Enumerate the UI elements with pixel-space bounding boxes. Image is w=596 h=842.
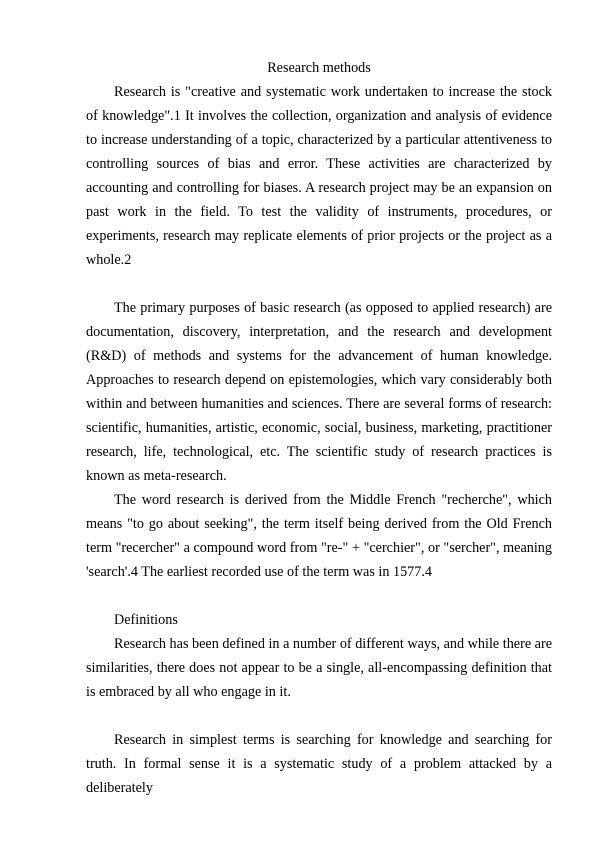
document-page bbox=[86, 56, 552, 800]
document-title: Research methods bbox=[267, 60, 371, 76]
section-heading-definitions: Definitions bbox=[114, 612, 178, 628]
paragraph-primary-purposes: The primary purposes of basic research (as opposed to applied research) are documentation, discovery, interpretation, and the research and development (R&D) of methods and systems for the advancement of human knowledge. Approaches to research depend on epistemologies, which vary considerably both within and between humanities and sciences. There are several forms of research: scientific, humanities, artistic, economic, social, business, marketing, practitioner research, life, technological, etc. The scientific study of research practices is known as meta-research. bbox=[86, 300, 552, 484]
paragraph-research-definition: Research is "creative and systematic work undertaken to increase the stock of knowledge".1 It involves the collection, organization and analysis of evidence to increase understanding of a topic, characterized by a particular attentiveness to controlling sources of bias and error. These activities are characterized by accounting and controlling for biases. A research project may be an expansion on past work in the field. To test the validity of instruments, procedures, or experiments, research may replicate elements of prior projects or the project as a whole.2 bbox=[86, 84, 552, 268]
paragraph-simplest-terms: Research in simplest terms is searching for knowledge and searching for truth. In formal sense it is a systematic study of a problem attacked by a deliberately bbox=[86, 732, 552, 796]
paragraph-spacer bbox=[86, 272, 552, 296]
paragraph-definitions: Research has been defined in a number of different ways, and while there are similarities, there does not appear to be a single, all-encompassing definition that is embraced by all who engage in it. bbox=[86, 636, 552, 700]
paragraph-spacer bbox=[86, 584, 552, 608]
paragraph-spacer bbox=[86, 704, 552, 728]
paragraph-etymology: The word research is derived from the Middle French "recherche", which means "to go about seeking", the term itself being derived from the Old French term "recercher" a compound word from "re-" + "cerchier", or "sercher", meaning 'search'.4 The earliest recorded use of the term was in 1577.4 bbox=[86, 492, 552, 580]
